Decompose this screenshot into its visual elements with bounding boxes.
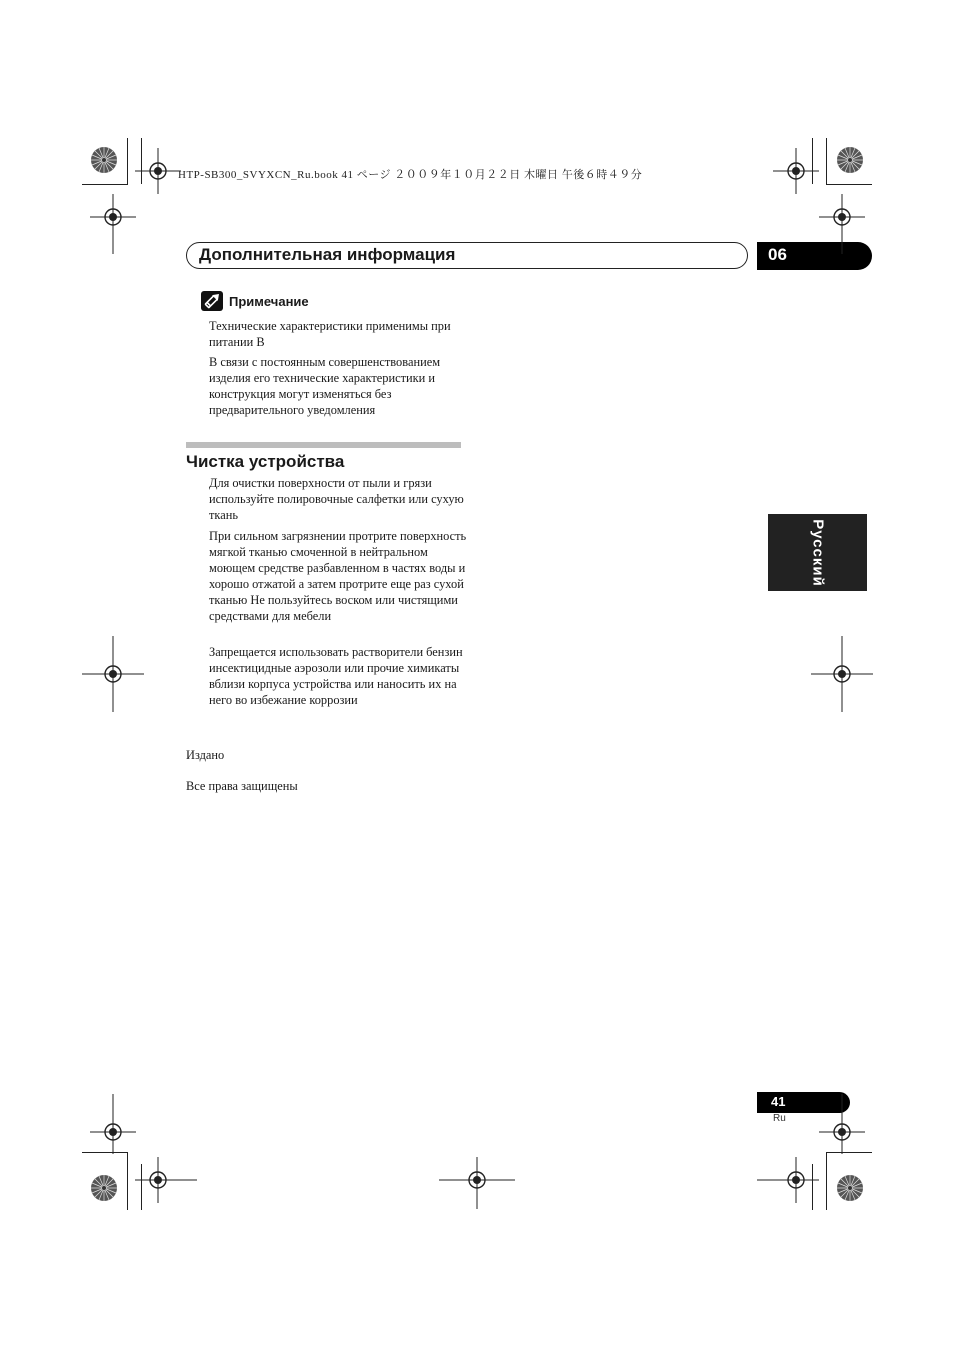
registration-target-icon xyxy=(439,1157,515,1209)
note-paragraph: Технические характеристики применимы при питании В xyxy=(209,319,451,349)
pencil-note-icon xyxy=(201,291,223,311)
registration-target-icon xyxy=(135,1157,197,1203)
section-title: Дополнительная информация xyxy=(199,245,456,264)
cleaning-paragraph: При сильном загрязнении протрите поверхность мягкой тканью смоченной в нейтральном моющем средстве разбавленном в частях воды и хорошо отжатой а затем протрите еще раз сухой тканью Не пользуйтесь воском или чистящими средствами для мебели xyxy=(209,529,467,623)
print-header: HTP-SB300_SVYXCN_Ru.book 41 ページ ２００９年１０月２２日 木曜日 午後６時４９分 xyxy=(178,169,643,181)
chapter-number: 06 xyxy=(768,245,787,264)
crop-mark xyxy=(82,184,128,185)
language-tab-label: Русский xyxy=(809,519,827,587)
section-rule xyxy=(186,442,461,448)
crop-mark xyxy=(826,138,827,184)
registration-target-icon xyxy=(757,1157,819,1203)
crop-mark xyxy=(826,1152,827,1210)
registration-target-icon xyxy=(819,1094,865,1154)
registration-target-icon xyxy=(773,148,819,194)
note-title: Примечание xyxy=(229,294,309,309)
starburst-mark-icon xyxy=(90,146,118,174)
page-language: Ru xyxy=(773,1113,786,1124)
crop-mark xyxy=(826,184,872,185)
registration-target-icon xyxy=(811,636,873,712)
page-number: 41 xyxy=(771,1094,786,1109)
starburst-mark-icon xyxy=(836,146,864,174)
crop-mark xyxy=(127,1152,128,1210)
cleaning-heading: Чистка устройства xyxy=(186,452,345,471)
registration-target-icon xyxy=(819,194,865,254)
rights-line: Все права защищены xyxy=(186,779,298,793)
note-paragraph: В связи с постоянным совершенствованием изделия его технические характеристики и конструкция могут изменяться без предварительного уведомления xyxy=(209,355,441,417)
registration-target-icon xyxy=(82,636,144,712)
published-line: Издано xyxy=(186,748,225,762)
registration-target-icon xyxy=(90,1094,136,1154)
cleaning-paragraph: Запрещается использовать растворители бензин инсектицидные аэрозоли или прочие химикаты вблизи корпуса устройства или наносить их на него во избежание коррозии xyxy=(209,645,463,707)
starburst-mark-icon xyxy=(836,1174,864,1202)
registration-target-icon xyxy=(90,194,136,254)
cleaning-paragraph: Для очистки поверхности от пыли и грязи используйте полировочные салфетки или сухую ткань xyxy=(209,476,464,522)
starburst-mark-icon xyxy=(90,1174,118,1202)
registration-target-icon xyxy=(135,148,181,194)
crop-mark xyxy=(127,138,128,184)
